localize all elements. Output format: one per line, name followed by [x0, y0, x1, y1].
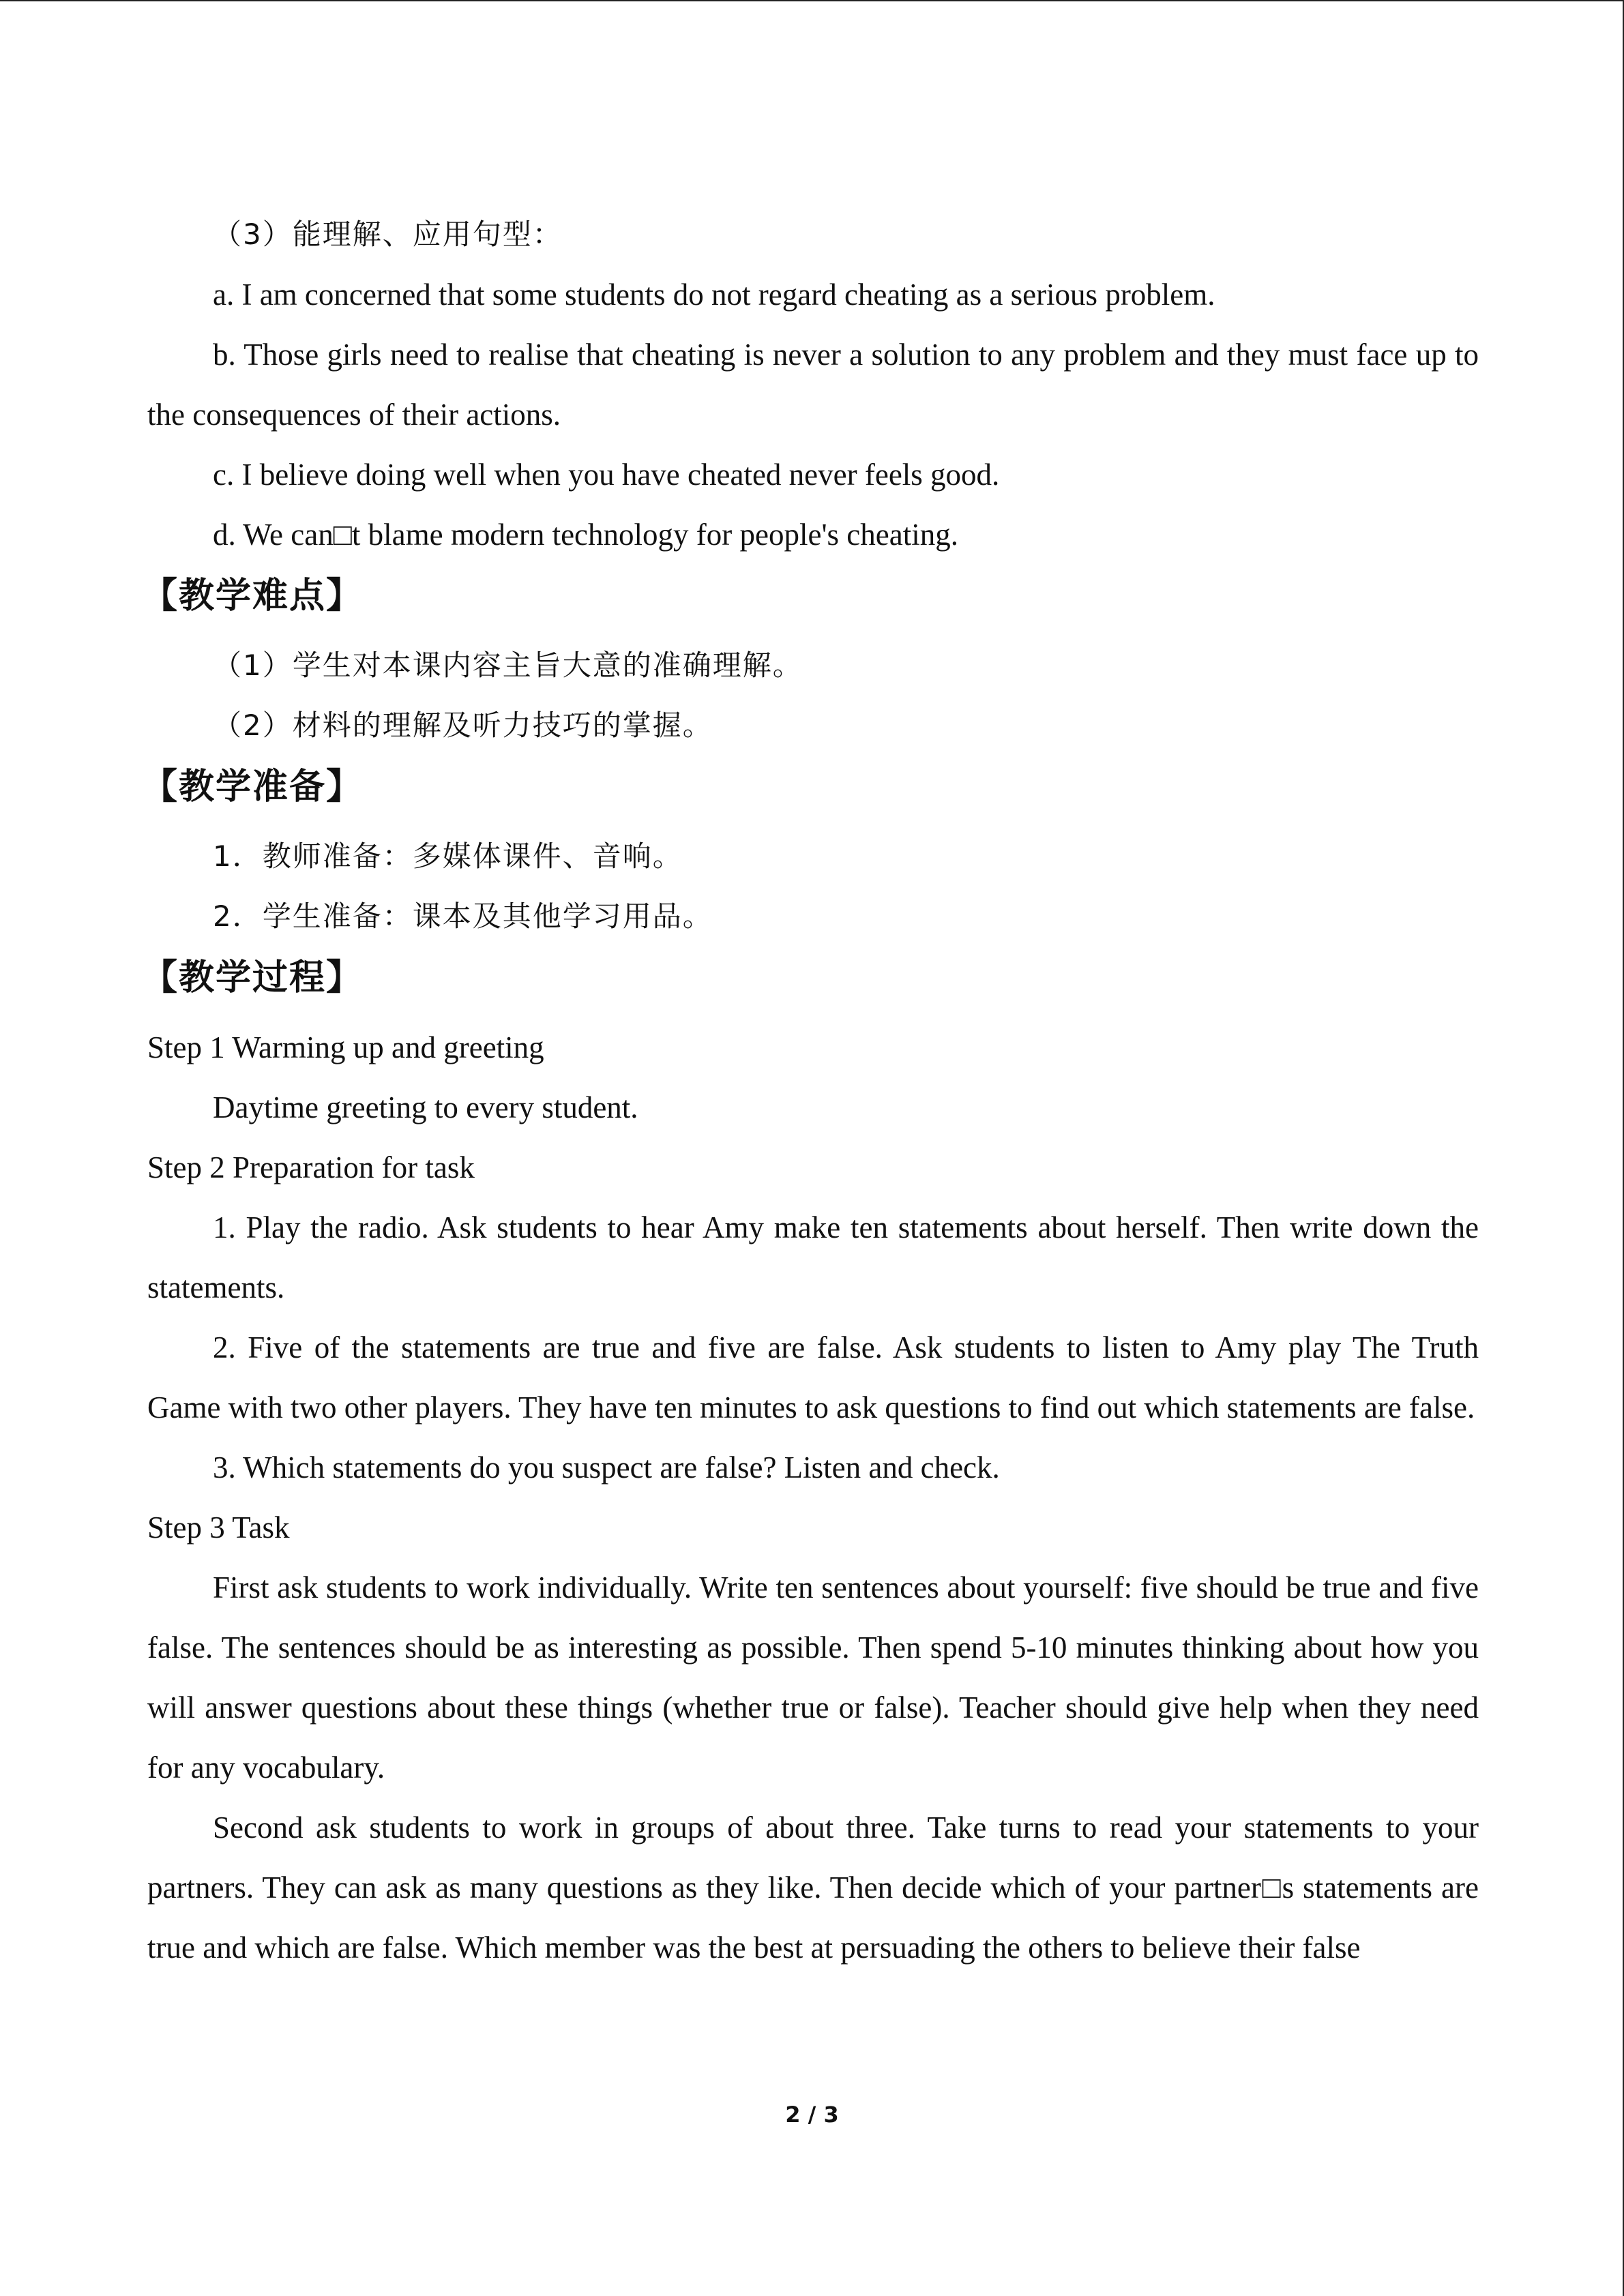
step1-text: Daytime greeting to every student.	[213, 1090, 638, 1124]
step2-item: 1. Play the radio. Ask students to hear Amy make ten statements about herself. Then write down the statements.	[147, 1210, 1479, 1304]
sentence-b: b. Those girls need to realise that cheating is never a solution to any problem and they must face up to the consequences of their actions.	[147, 338, 1479, 432]
process-heading: 【教学过程】	[142, 957, 364, 998]
sentence-a: a. I am concerned that some students do not regard cheating as a serious problem.	[213, 278, 1215, 312]
difficulty-item: （1）学生对本课内容主旨大意的准确理解。	[213, 648, 803, 682]
step3-paragraph: Second ask students to work in groups of about three. Take turns to read your statements to your partners. They can ask as many questions as they like. Then decide which of your partner□s statements are true and which are false. Which member was the best at persuading the others to believe their false	[147, 1810, 1479, 1965]
step3-paragraph: First ask students to work individually. Write ten sentences about yourself: five should be true and five false. The sentences should be as interesting as possible. Then spend 5-10 minutes thinking about how you will answer questions about these things (whether true or false). Teacher should give help when they need for any vocabulary.	[147, 1570, 1479, 1785]
preparation-item: 2．学生准备：课本及其他学习用品。	[213, 899, 713, 933]
step2-title: Step 2 Preparation for task	[147, 1150, 475, 1184]
step2-item: 3. Which statements do you suspect are false? Listen and check.	[213, 1450, 1000, 1485]
preparation-item: 1．教师准备：多媒体课件、音响。	[213, 839, 683, 873]
step1-title: Step 1 Warming up and greeting	[147, 1030, 544, 1064]
sentence-d: d. We can□t blame modern technology for people's cheating.	[213, 518, 958, 552]
difficulty-item: （2）材料的理解及听力技巧的掌握。	[213, 709, 713, 742]
step2-item: 2. Five of the statements are true and five are false. Ask students to listen to Amy play The Truth Game with two other players. They have ten minutes to ask questions to find out which statements are false.	[147, 1330, 1479, 1425]
sentence-patterns-heading: （3）能理解、应用句型：	[213, 218, 563, 251]
page-number: 2 / 3	[785, 2102, 839, 2128]
step3-title: Step 3 Task	[147, 1510, 290, 1545]
difficulties-heading: 【教学难点】	[142, 576, 364, 616]
sentence-c: c. I believe doing well when you have cheated never feels good.	[213, 458, 1000, 492]
document-body	[142, 205, 1479, 1978]
preparation-heading: 【教学准备】	[142, 766, 364, 807]
